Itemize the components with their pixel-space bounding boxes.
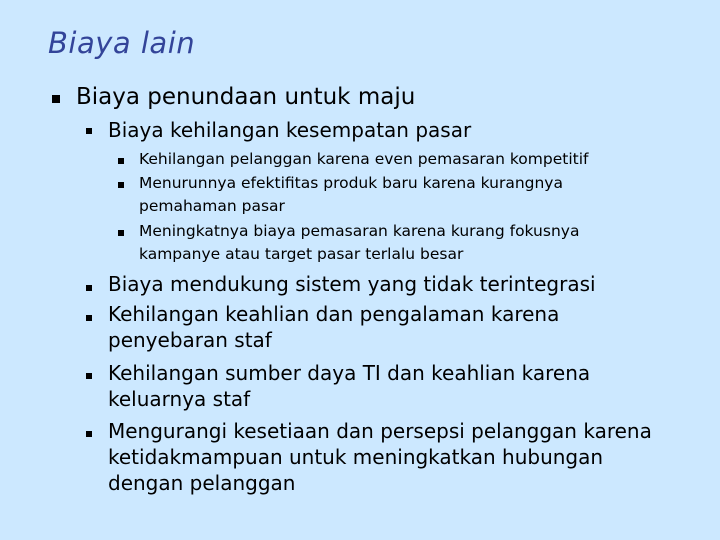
- bullet-level3-text: kampanye atau target pasar terlalu besar: [139, 245, 464, 263]
- bullet-level2-text: Kehilangan keahlian dan pengalaman karena: [108, 302, 560, 326]
- bullet-level1-text: Biaya penundaan untuk maju: [76, 84, 416, 110]
- bullet-level2-text: Mengurangi kesetiaan dan persepsi pelanggan karena: [108, 419, 652, 443]
- bullet-marker: [52, 95, 60, 103]
- bullet-marker: [86, 431, 92, 437]
- bullet-level2-text: keluarnya staf: [108, 387, 251, 411]
- bullet-marker: [118, 182, 124, 188]
- bullet-marker: [118, 230, 124, 236]
- bullet-level3-text: Kehilangan pelanggan karena even pemasaran kompetitif: [139, 150, 589, 168]
- bullet-marker: [86, 315, 92, 321]
- bullet-level3-text: Menurunnya efektifitas produk baru karena kurangnya: [139, 174, 563, 192]
- bullet-marker: [118, 158, 124, 164]
- bullet-level2-text: Kehilangan sumber daya TI dan keahlian karena: [108, 361, 591, 385]
- bullet-level2-text: penyebaran staf: [108, 328, 272, 352]
- bullet-marker: [86, 285, 92, 291]
- bullet-level3-text: Meningkatnya biaya pemasaran karena kurang fokusnya: [139, 222, 580, 240]
- bullet-marker: [86, 373, 92, 379]
- bullet-level3-text: pemahaman pasar: [139, 197, 285, 215]
- bullet-level2-text: dengan pelanggan: [108, 471, 296, 495]
- bullet-level2-text: Biaya mendukung sistem yang tidak terintegrasi: [108, 272, 596, 296]
- bullet-marker: [86, 128, 92, 134]
- slide-title: Biaya lain: [48, 26, 196, 60]
- bullet-level2-text: Biaya kehilangan kesempatan pasar: [108, 118, 472, 142]
- bullet-level2-text: ketidakmampuan untuk meningkatkan hubungan: [108, 445, 604, 469]
